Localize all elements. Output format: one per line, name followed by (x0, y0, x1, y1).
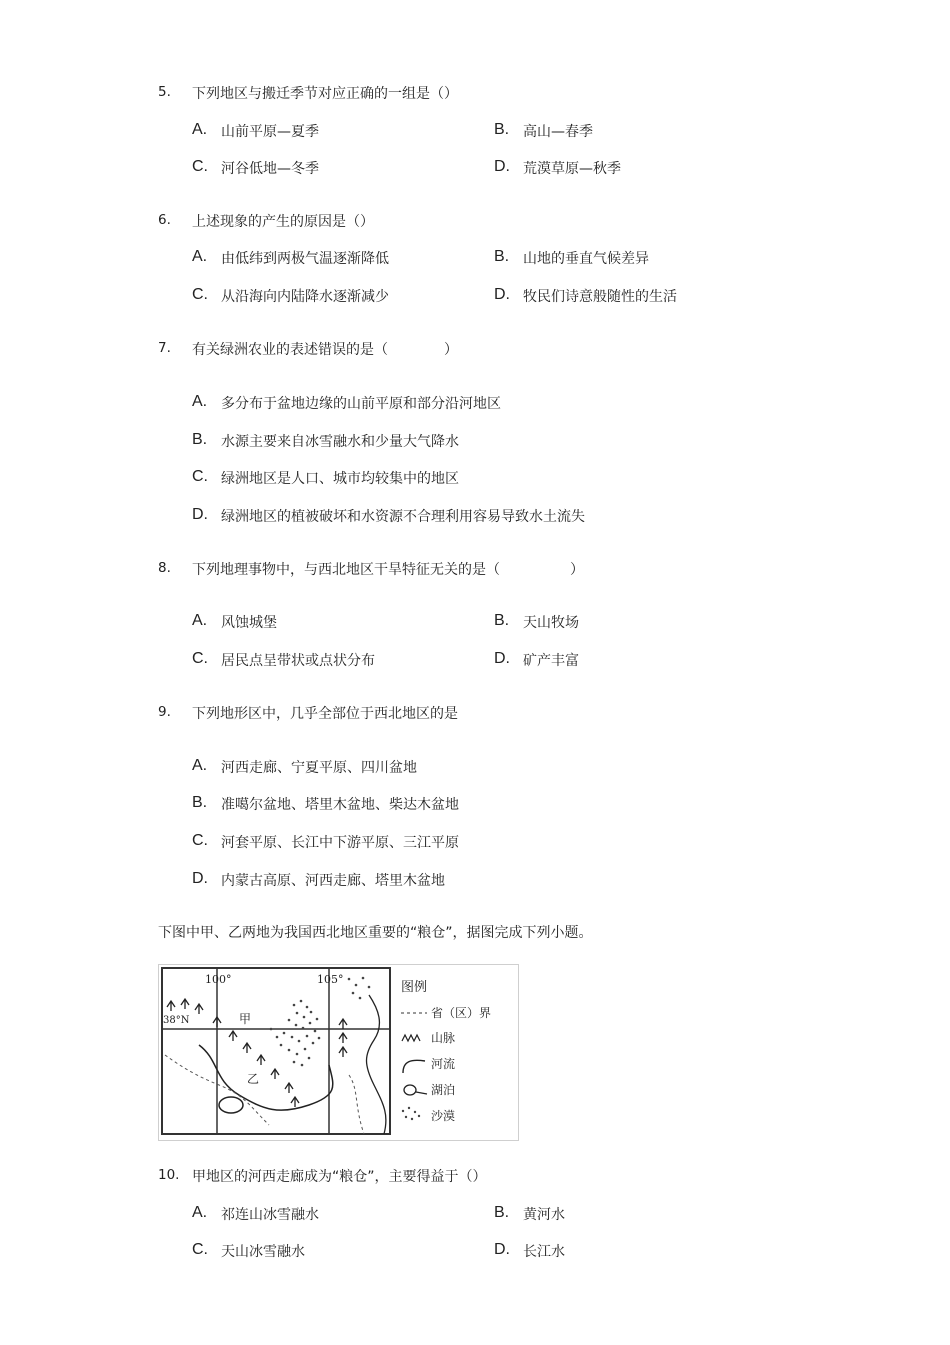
q10-option-b-letter: B. (494, 1204, 510, 1221)
q5-option-b-letter: B. (494, 121, 510, 138)
map-intro-text: 下图中甲、乙两地为我国西北地区重要的“粮仓”，据图完成下列小题。 (158, 925, 593, 941)
desert-stipple (270, 977, 371, 1067)
q10-option-a-letter: A. (192, 1204, 208, 1221)
q8-option-d-text: 矿产丰富 (523, 653, 579, 669)
legend-desert-label: 沙漠 (431, 1109, 456, 1123)
q7-option-b-letter: B. (192, 431, 208, 448)
q6-option-b-letter: B. (494, 248, 510, 265)
province-border-line-2 (349, 1075, 364, 1134)
q10-option-d-letter: D. (494, 1241, 510, 1258)
legend-title: 图例 (401, 980, 428, 995)
q5-option-c-text: 河谷低地—冬季 (221, 161, 319, 177)
q6-option-a-text: 由低纬到两极气温逐渐降低 (221, 251, 389, 267)
q5-option-d-text: 荒漠草原—秋季 (523, 161, 621, 177)
q5-number: 5. (158, 84, 171, 100)
map-frame (162, 968, 390, 1134)
q9-option-d-text: 内蒙古高原、河西走廊、塔里木盆地 (221, 873, 445, 889)
q6-number: 6. (158, 212, 171, 228)
q6-option-c-letter: C. (192, 286, 208, 303)
q10-option-c-letter: C. (192, 1241, 208, 1258)
legend-lake-label: 湖泊 (431, 1083, 456, 1097)
q8-number: 8. (158, 560, 171, 576)
q6-option-c-text: 从沿海向内陆降水逐渐减少 (221, 289, 389, 305)
q7-option-d-text: 绿洲地区的植被破坏和水资源不合理利用容易导致水土流失 (221, 509, 585, 525)
yellow-river-line (199, 1045, 333, 1110)
mountain-range-symbols (167, 999, 347, 1107)
q9-option-b-letter: B. (192, 794, 208, 811)
q9-option-d-letter: D. (192, 870, 208, 887)
q7-option-c-letter: C. (192, 468, 208, 485)
q5-option-c-letter: C. (192, 158, 208, 175)
lat-38-label: 38°N (163, 1015, 190, 1026)
q5-text: 下列地区与搬迁季节对应正确的一组是（） (192, 86, 458, 102)
q6-option-d-text: 牧民们诗意般随性的生活 (523, 289, 677, 305)
q7-option-a-text: 多分布于盆地边缘的山前平原和部分沿河地区 (221, 396, 501, 412)
q7-option-d-letter: D. (192, 506, 208, 523)
q8-option-a-text: 风蚀城堡 (221, 615, 277, 631)
legend-desert-symbol (402, 1107, 420, 1120)
q8-option-a-letter: A. (192, 612, 208, 629)
q10-option-c-text: 天山冰雪融水 (221, 1244, 305, 1260)
place-jia-label: 甲 (239, 1012, 252, 1026)
q6-option-d-letter: D. (494, 286, 510, 303)
q8-option-c-letter: C. (192, 650, 208, 667)
legend-lake-symbol (404, 1085, 416, 1095)
q9-option-a-text: 河西走廊、宁夏平原、四川盆地 (221, 760, 417, 776)
q8-option-c-text: 居民点呈带状或点状分布 (221, 653, 375, 669)
legend-mountain-label: 山脉 (431, 1031, 456, 1045)
q5-option-d-letter: D. (494, 158, 510, 175)
q7-option-b-text: 水源主要来自冰雪融水和少量大气降水 (221, 434, 459, 450)
lon-100-label: 100° (205, 973, 232, 986)
q10-option-b-text: 黄河水 (523, 1207, 565, 1223)
q7-text: 有关绿洲农业的表述错误的是（ ） (192, 342, 458, 358)
lake-shape (219, 1097, 243, 1113)
northwest-map-figure (158, 964, 519, 1141)
q9-number: 9. (158, 704, 171, 720)
river-east-line (367, 995, 386, 1134)
lon-105-label: 105° (317, 973, 344, 986)
q9-option-c-letter: C. (192, 832, 208, 849)
q6-option-a-letter: A. (192, 248, 208, 265)
q9-option-a-letter: A. (192, 757, 208, 774)
q9-text: 下列地形区中，几乎全部位于西北地区的是 (192, 706, 458, 722)
q8-text: 下列地理事物中，与西北地区干旱特征无关的是（ ） (192, 562, 584, 578)
q10-option-d-text: 长江水 (523, 1244, 565, 1260)
q5-option-a-text: 山前平原—夏季 (221, 124, 319, 140)
q10-option-a-text: 祁连山冰雪融水 (221, 1207, 319, 1223)
q5-option-b-text: 高山—春季 (523, 124, 593, 140)
q9-option-b-text: 准噶尔盆地、塔里木盆地、柴达木盆地 (221, 797, 459, 813)
legend-lake-outflow (416, 1092, 427, 1094)
q6-text: 上述现象的产生的原因是（） (192, 214, 374, 230)
q8-option-b-letter: B. (494, 612, 510, 629)
q7-option-c-text: 绿洲地区是人口、城市均较集中的地区 (221, 471, 459, 487)
q8-option-b-text: 天山牧场 (523, 615, 579, 631)
q8-option-d-letter: D. (494, 650, 510, 667)
q7-option-a-letter: A. (192, 393, 208, 410)
q7-number: 7. (158, 340, 171, 356)
q10-number: 10. (158, 1167, 180, 1183)
map-drawing (159, 965, 518, 1140)
q10-text: 甲地区的河西走廊成为“粮仓”，主要得益于（） (192, 1169, 487, 1185)
q9-option-c-text: 河套平原、长江中下游平原、三江平原 (221, 835, 459, 851)
legend-border-label: 省（区）界 (431, 1006, 492, 1020)
place-yi-label: 乙 (247, 1072, 260, 1086)
q6-option-b-text: 山地的垂直气候差异 (523, 251, 649, 267)
legend-river-symbol (403, 1060, 425, 1073)
legend-river-label: 河流 (431, 1057, 456, 1071)
legend-mountain-symbol (402, 1035, 420, 1041)
q5-option-a-letter: A. (192, 121, 208, 138)
